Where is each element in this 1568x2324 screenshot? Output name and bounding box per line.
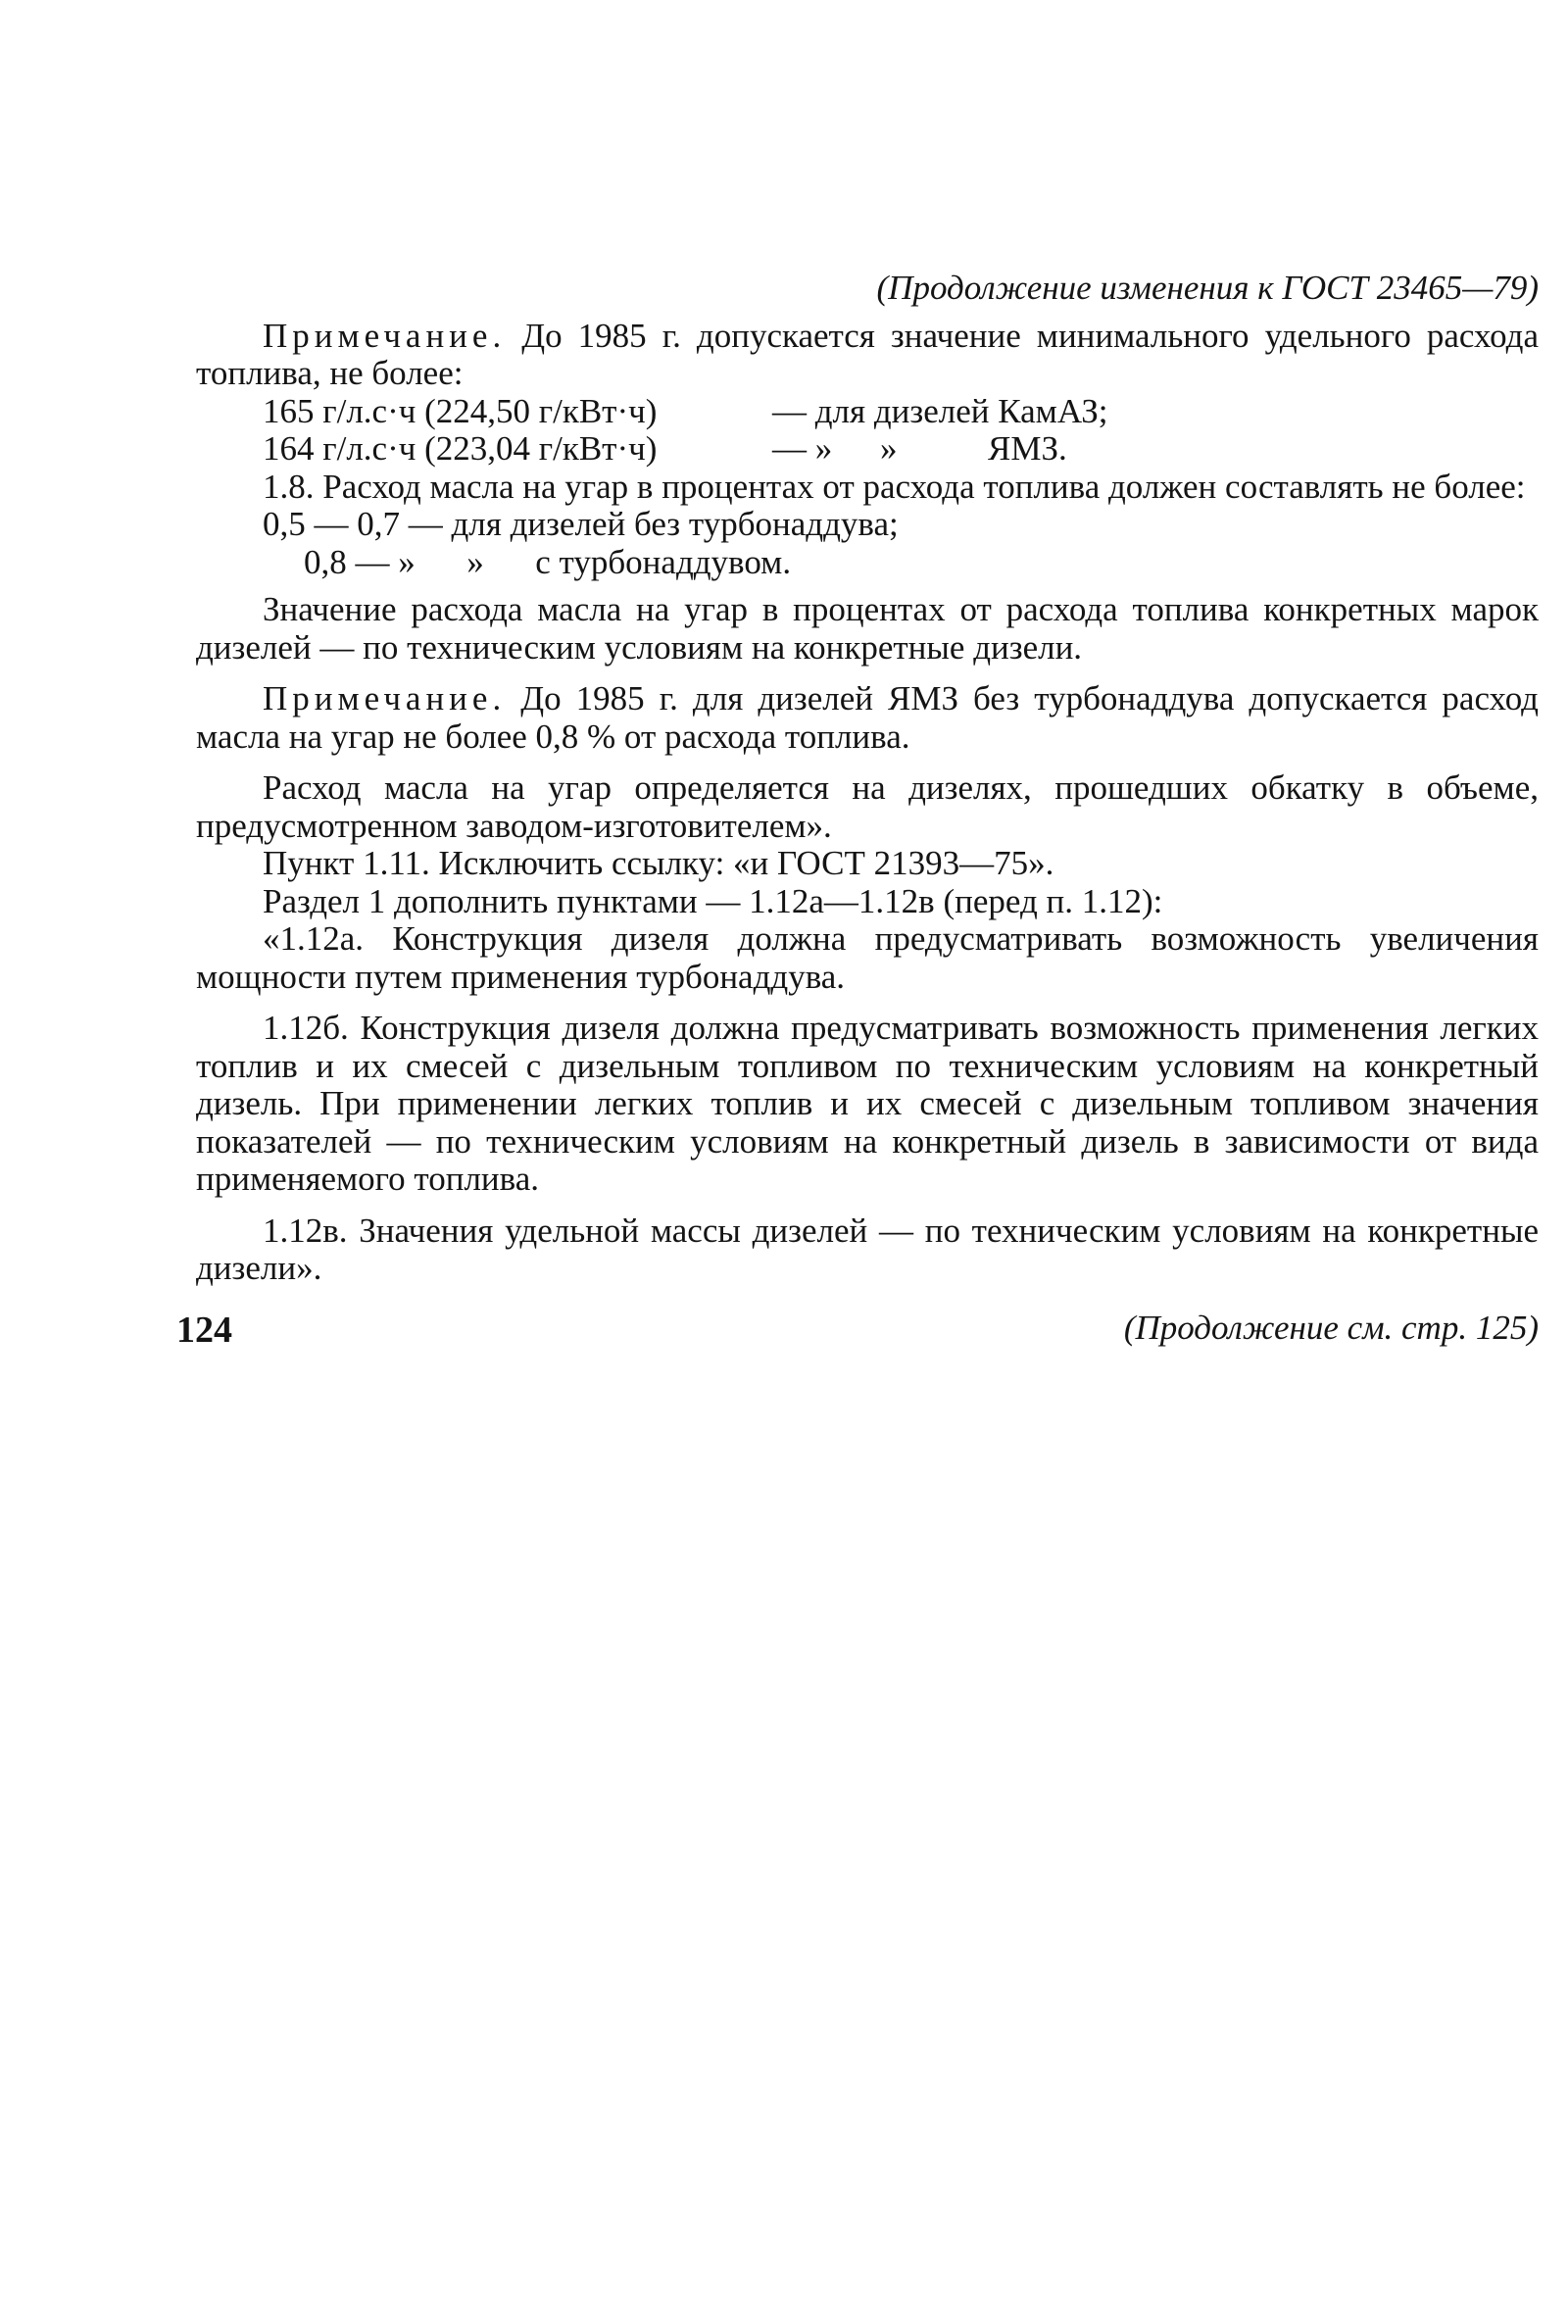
note1-row2-value: 164 г/л.с·ч (223,04 г/кВт·ч) xyxy=(263,429,658,468)
note1-row2-ditto1: — » xyxy=(772,429,833,468)
item-1-8-paragraph: 1.8. Расход масла на угар в процентах от расхода топлива должен составлять не более: xyxy=(263,467,1526,506)
body-paragraph-3: Раздел 1 дополнить пунктами — 1.12а—1.12в (перед п. 1.12): xyxy=(263,881,1163,920)
note1-text: До 1985 г. допускается значение минимального удельного расхода топлива, не более: xyxy=(196,316,1539,392)
note1-label: Примечание. xyxy=(263,316,507,355)
note2-paragraph xyxy=(196,680,1539,756)
body-paragraph-6: 1.12в. Значения удельной массы дизелей — по техническим условиям на конкретные дизели». xyxy=(196,1211,1539,1287)
note2-label: Примечание. xyxy=(263,679,507,717)
body-paragraph-5: 1.12б. Конструкция дизеля должна предусматривать возможность применения легких топлив и их смесей с дизельным топливом по техническим условиям на конкретный дизель. При применении легких топлив и их смесей с дизельным топливом значения показателей — по техническим условиям на конкретный дизель в зависимости от вида применяемого топлива. xyxy=(196,1009,1539,1198)
note1-row-kamaz xyxy=(196,393,1539,431)
item-1-8-row-2: 0,8 — » » с турбонаддувом. xyxy=(304,542,792,581)
note1-row1-label: — для дизелей КамАЗ; xyxy=(772,391,1108,430)
page-number: 124 xyxy=(176,1310,232,1351)
document-body xyxy=(196,270,1539,1347)
body-paragraph-2: Пункт 1.11. Исключить ссылку: «и ГОСТ 21393—75». xyxy=(263,844,1054,882)
footer-continuation: (Продолжение см. стр. 125) xyxy=(1123,1308,1539,1347)
body-paragraph-4: «1.12а. Конструкция дизеля должна предусматривать возможность увеличения мощности путем применения турбонаддува. xyxy=(196,919,1539,996)
note1-paragraph xyxy=(196,318,1539,393)
body-paragraph-1: Расход масла на угар определяется на дизелях, прошедших обкатку в объеме, предусмотренном заводом-изготовителем». xyxy=(196,768,1539,845)
note1-row-yamz xyxy=(196,430,1539,469)
note1-row2-ditto2: » xyxy=(880,429,898,468)
item-1-8-value-paragraph: Значение расхода масла на угар в процентах от расхода топлива конкретных марок дизелей — по техническим условиям на конкретные дизели. xyxy=(196,590,1539,667)
item-1-8-row-1: 0,5 — 0,7 — для дизелей без турбонаддува; xyxy=(263,505,899,543)
note1-row2-label: ЯМЗ. xyxy=(988,429,1067,468)
note1-row1-value: 165 г/л.с·ч (224,50 г/кВт·ч) xyxy=(263,391,658,430)
note2-text: До 1985 г. для дизелей ЯМЗ без турбонаддува допускается расход масла на угар не более 0,8 % от расхода топлива. xyxy=(196,679,1539,756)
header-continuation: (Продолжение изменения к ГОСТ 23465—79) xyxy=(876,269,1539,307)
